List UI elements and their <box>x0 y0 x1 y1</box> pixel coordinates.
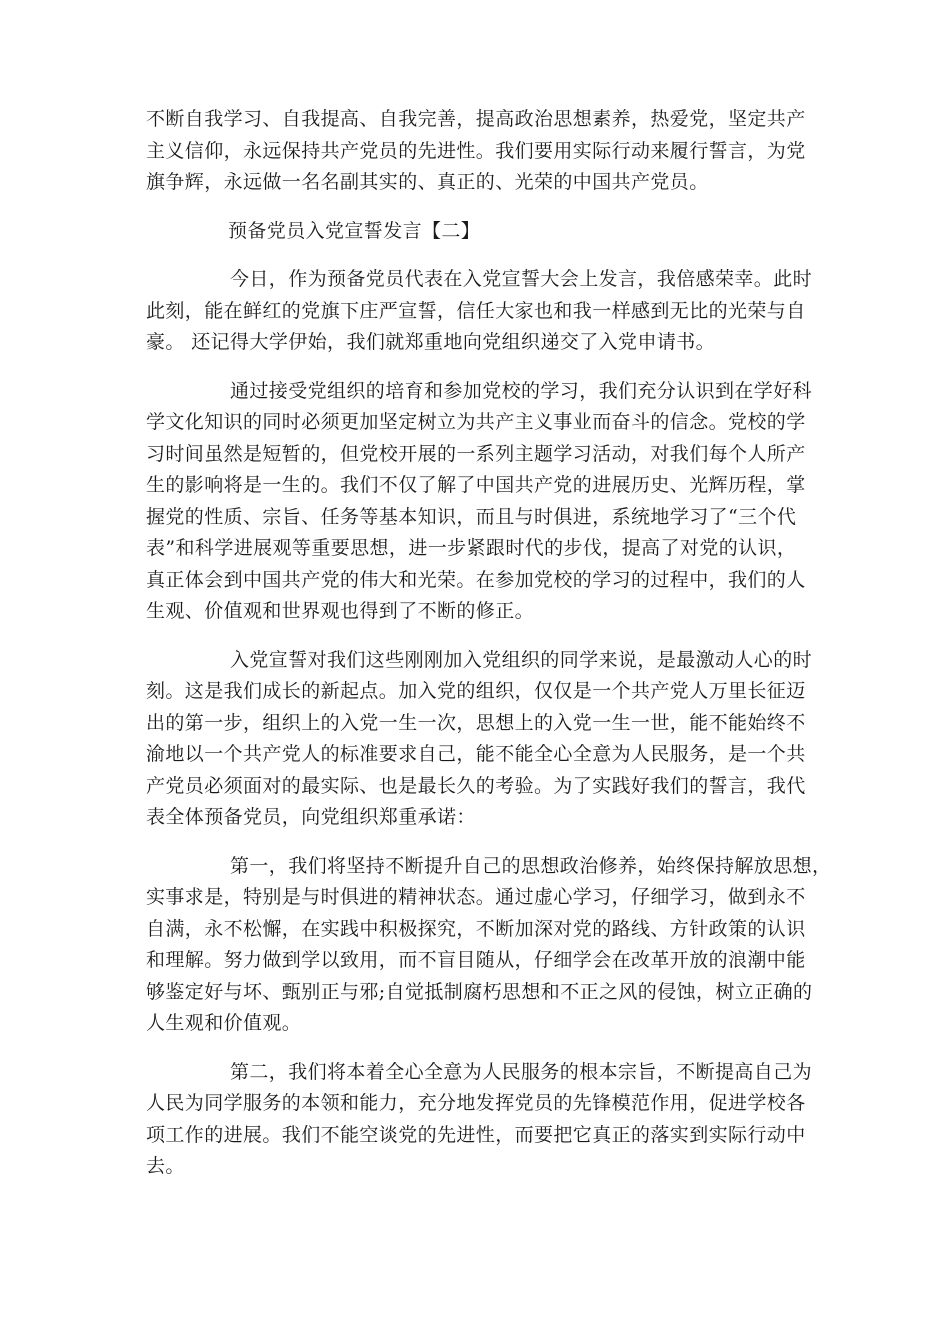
text-line: 生的影响将是一生的。我们不仅了解了中国共产党的进展历史、光辉历程，掌 <box>146 474 806 496</box>
text-line: 去。 <box>146 1155 185 1177</box>
document-page <box>146 104 832 1183</box>
section-heading <box>146 216 806 248</box>
text-line: 此刻，能在鲜红的党旗下庄严宣誓，信任大家也和我一样感到无比的光荣与自 <box>146 299 806 322</box>
text-line: 人生观和价值观。 <box>146 1012 302 1034</box>
section-title: 预备党员入党宣誓发言【二】 <box>228 219 481 242</box>
text-line: 习时间虽然是短暂的，但党校开展的一系列主题学习活动，对我们每个人所产 <box>146 442 806 465</box>
paragraph-commitment-two <box>146 1057 813 1183</box>
text-line: 豪。 还记得大学伊始，我们就郑重地向党组织递交了入党申请书。 <box>146 331 716 353</box>
text-line: 旗争辉，永远做一名名副其实的、真正的、光荣的中国共产党员。 <box>146 171 709 193</box>
text-line: 刻。这是我们成长的新起点。加入党的组织，仅仅是一个共产党人万里长征迈 <box>146 680 806 702</box>
text-line: 产党员必须面对的最实际、也是最长久的考验。为了实践好我们的誓言，我代 <box>146 774 806 797</box>
text-line: 握党的性质、宗旨、任务等基本知识，而且与时俱进，系统地学习了“三个代 <box>146 505 797 528</box>
text-line: 真正体会到中国共产党的伟大和光荣。在参加党校的学习的过程中，我们的人 <box>146 568 806 591</box>
paragraph-party-school <box>146 376 813 628</box>
text-line: 和理解。努力做到学以致用，而不盲目随从，仔细学会在改革开放的浪潮中能 <box>146 949 806 971</box>
text-line: 渝地以一个共产党人的标准要求自己，能不能全心全意为人民服务，是一个共 <box>146 743 806 765</box>
paragraph-opening <box>146 264 813 359</box>
text-line: 生观、价值观和世界观也得到了不断的修正。 <box>146 600 535 622</box>
text-line: 第一，我们将坚持不断提升自己的思想政治修养，始终保持解放思想， <box>230 854 832 877</box>
text-line: 今日，作为预备党员代表在入党宣誓大会上发言，我倍感荣幸。此时 <box>230 268 813 290</box>
text-line: 学文化知识的同时必须更加坚定树立为共产主义事业而奋斗的信念。党校的学 <box>146 411 806 433</box>
text-line: 人民为同学服务的本领和能力，充分地发挥党员的先锋模范作用，促进学校各 <box>146 1092 806 1114</box>
paragraph-commitment-one <box>146 851 832 1040</box>
text-line: 表全体预备党员，向党组织郑重承诺： <box>146 806 476 828</box>
text-line: 第二，我们将本着全心全意为人民服务的根本宗旨，不断提高自己为 <box>230 1060 813 1083</box>
text-line: 不断自我学习、自我提高、自我完善，提高政治思想素养，热爱党，坚定共产 <box>146 108 806 130</box>
text-line: 通过接受党组织的培育和参加党校的学习，我们充分认识到在学好科 <box>230 379 813 402</box>
text-line: 出的第一步，组织上的入党一生一次，思想上的入党一生一世，能不能始终不 <box>146 711 806 734</box>
text-line: 项工作的进展。我们不能空谈党的先进性，而要把它真正的落实到实际行动中 <box>146 1123 806 1146</box>
text-line: 表”和科学进展观等重要思想，进一步紧跟时代的步伐，提高了对党的认识， <box>146 537 797 559</box>
text-line: 入党宣誓对我们这些刚刚加入党组织的同学来说，是最激动人心的时 <box>230 648 813 671</box>
paragraph-oath-moment <box>146 645 813 834</box>
text-line: 够鉴定好与坏、甄别正与邪;自觉抵制腐朽思想和不正之风的侵蚀，树立正确的 <box>146 980 813 1003</box>
text-line: 实事求是，特别是与时俱进的精神状态。通过虚心学习，仔细学习，做到永不 <box>146 886 806 908</box>
paragraph-closing-pledge <box>146 104 806 199</box>
text-line: 自满，永不松懈，在实践中积极探究，不断加深对党的路线、方针政策的认识 <box>146 917 806 940</box>
text-line: 主义信仰，永远保持共产党员的先进性。我们要用实际行动来履行誓言，为党 <box>146 139 806 162</box>
